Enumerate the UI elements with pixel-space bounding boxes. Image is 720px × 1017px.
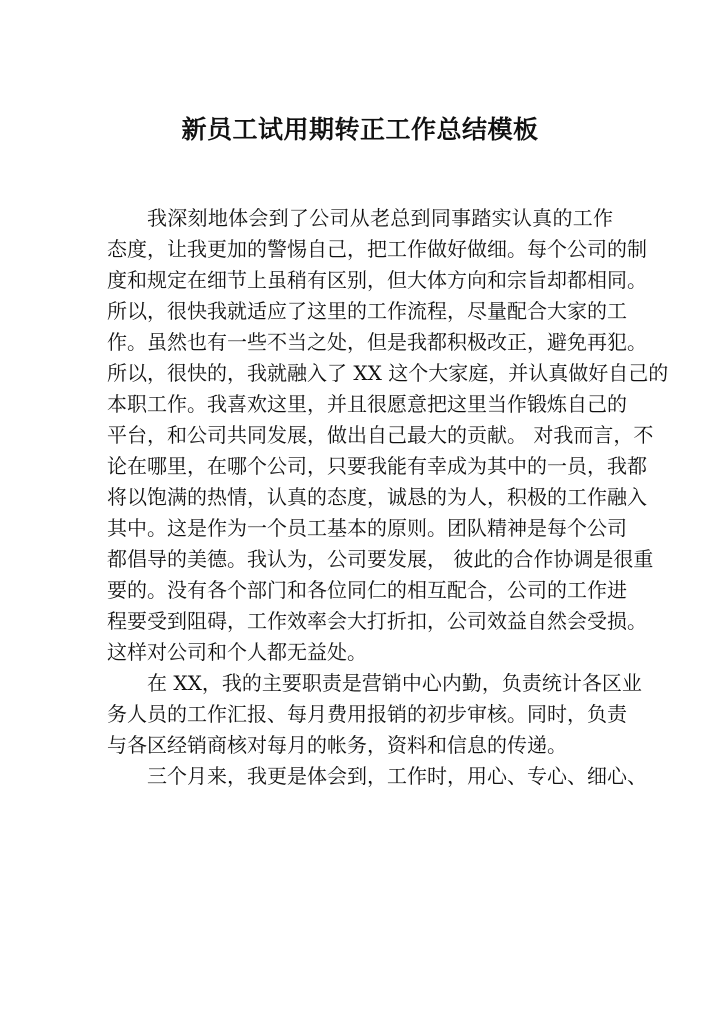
paragraph-1-line-10: 将以饱满的热情，认真的态度，诚恳的为人，积极的工作融入 xyxy=(107,485,647,509)
paragraph-1-line-1: 我深刻地体会到了公司从老总到同事踏实认真的工作 xyxy=(147,206,613,230)
document-title: 新员工试用期转正工作总结模板 xyxy=(181,115,539,144)
paragraph-1-line-8: 平台，和公司共同发展，做出自己最大的贡献。 对我而言，不 xyxy=(107,423,654,447)
paragraph-2-line-3: 与各区经销商核对每月的帐务，资料和信息的传递。 xyxy=(107,733,567,757)
paragraph-1-line-14: 程要受到阻碍，工作效率会大打折扣，公司效益自然会受损。 xyxy=(107,609,647,633)
paragraph-1-line-11: 其中。这是作为一个员工基本的原则。团队精神是每个公司 xyxy=(107,516,627,540)
paragraph-1-line-13: 要的。没有各个部门和各位同仁的相互配合，公司的工作进 xyxy=(107,578,627,602)
paragraph-1-line-4: 所以，很快我就适应了这里的工作流程，尽量配合大家的工 xyxy=(107,299,627,323)
paragraph-2-line-1: 在 XX，我的主要职责是营销中心内勤，负责统计各区业 xyxy=(147,671,642,695)
paragraph-1-line-7: 本职工作。我喜欢这里，并且很愿意把这里当作锻炼自己的 xyxy=(107,392,627,416)
paragraph-3-line-1: 三个月来，我更是体会到，工作时，用心、专心、细心、 xyxy=(147,764,647,788)
paragraph-1-line-2: 态度，让我更加的警惕自己，把工作做好做细。每个公司的制 xyxy=(107,237,647,261)
paragraph-1-line-9: 论在哪里，在哪个公司，只要我能有幸成为其中的一员，我都 xyxy=(107,454,647,478)
paragraph-1-line-6: 所以，很快的，我就融入了 XX 这个大家庭，并认真做好自己的 xyxy=(107,361,669,385)
paragraph-1-line-12: 都倡导的美德。我认为，公司要发展， 彼此的合作协调是很重 xyxy=(107,547,654,571)
paragraph-2-line-2: 务人员的工作汇报、每月费用报销的初步审核。同时，负责 xyxy=(107,702,627,726)
paragraph-1-line-15: 这样对公司和个人都无益处。 xyxy=(107,640,367,664)
paragraph-1-line-5: 作。虽然也有一些不当之处，但是我都积极改正，避免再犯。 xyxy=(107,330,647,354)
paragraph-1-line-3: 度和规定在细节上虽稍有区别，但大体方向和宗旨却都相同。 xyxy=(107,268,647,292)
